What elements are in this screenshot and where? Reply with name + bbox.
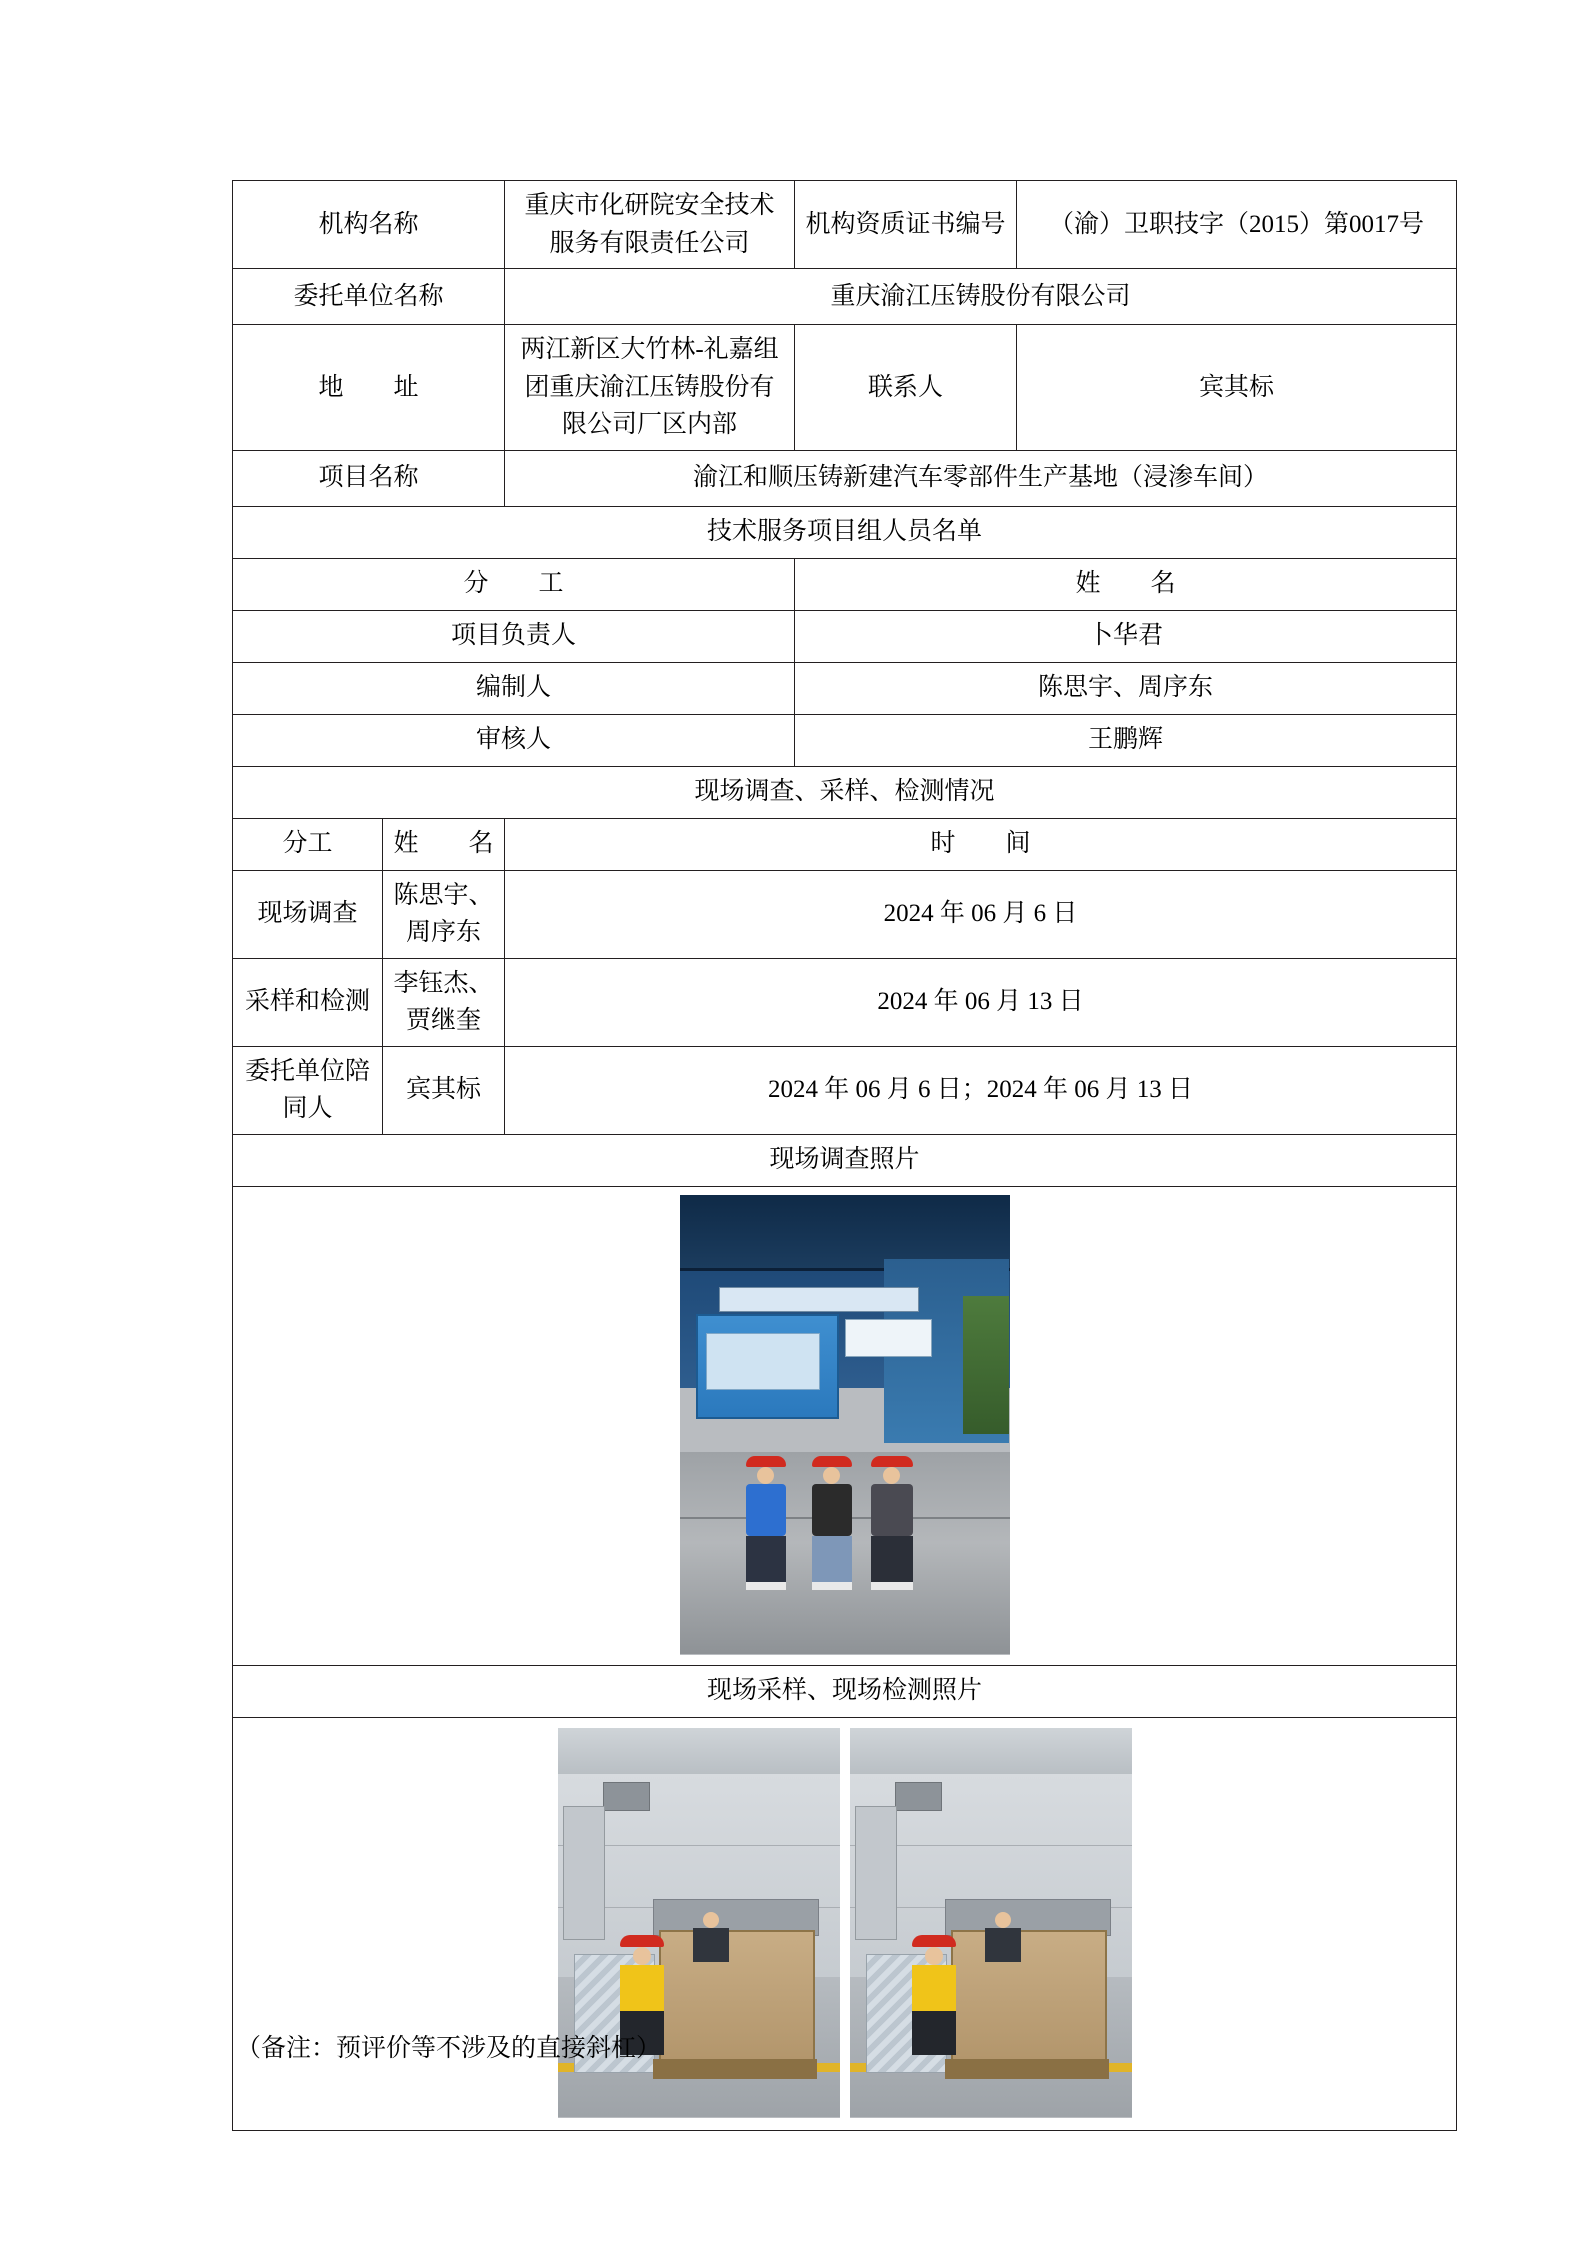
survey-header-role: 分工 <box>233 818 383 870</box>
client-value: 重庆渝江压铸股份有限公司 <box>505 269 1457 325</box>
team-name: 陈思宇、周序东 <box>795 662 1457 714</box>
survey-time: 2024 年 06 月 6 日 <box>505 870 1457 958</box>
table-row-survey <box>233 1046 1457 1134</box>
survey-title: 现场调查、采样、检测情况 <box>233 766 1457 818</box>
table-row-photo-survey-title <box>233 1134 1457 1186</box>
table-row-survey <box>233 958 1457 1046</box>
project-value: 渝江和顺压铸新建汽车零部件生产基地（浸渗车间） <box>505 450 1457 506</box>
survey-name: 宾其标 <box>383 1046 505 1134</box>
contact-label: 联系人 <box>795 325 1017 451</box>
table-row-team <box>233 610 1457 662</box>
person-figure <box>812 1456 852 1590</box>
team-name: 王鹏辉 <box>795 714 1457 766</box>
cert-no-label: 机构资质证书编号 <box>795 181 1017 269</box>
team-header-role: 分 工 <box>233 558 795 610</box>
contact-value: 宾其标 <box>1017 325 1457 451</box>
client-label: 委托单位名称 <box>233 269 505 325</box>
survey-time: 2024 年 06 月 13 日 <box>505 958 1457 1046</box>
photo-survey-title: 现场调查照片 <box>233 1134 1457 1186</box>
survey-role: 现场调查 <box>233 870 383 958</box>
worker-figure <box>912 1935 956 2055</box>
table-row-org <box>233 181 1457 269</box>
table-row-address <box>233 325 1457 451</box>
site-sampling-photo-2 <box>850 1728 1132 2118</box>
table-row-photo-sampling <box>233 1717 1457 2130</box>
survey-name: 陈思宇、周序东 <box>383 870 505 958</box>
survey-name: 李钰杰、贾继奎 <box>383 958 505 1046</box>
document-note: （备注：预评价等不涉及的直接斜杠） <box>236 2035 662 2062</box>
survey-header-name: 姓 名 <box>383 818 505 870</box>
org-name-value: 重庆市化研院安全技术服务有限责任公司 <box>505 181 795 269</box>
team-role: 项目负责人 <box>233 610 795 662</box>
project-label: 项目名称 <box>233 450 505 506</box>
team-name: 卜华君 <box>795 610 1457 662</box>
cert-no-value: （渝）卫职技字（2015）第0017号 <box>1017 181 1457 269</box>
team-role: 编制人 <box>233 662 795 714</box>
table-row-survey-title <box>233 766 1457 818</box>
table-row-team <box>233 662 1457 714</box>
site-survey-photo <box>680 1195 1010 1655</box>
table-row-client <box>233 269 1457 325</box>
table-row-survey <box>233 870 1457 958</box>
person-figure <box>871 1456 913 1590</box>
survey-time: 2024 年 06 月 6 日；2024 年 06 月 13 日 <box>505 1046 1457 1134</box>
person-figure <box>985 1912 1021 1962</box>
survey-header-time: 时 间 <box>505 818 1457 870</box>
address-value: 两江新区大竹林-礼嘉组团重庆渝江压铸股份有限公司厂区内部 <box>505 325 795 451</box>
address-label: 地 址 <box>233 325 505 451</box>
table-row-project <box>233 450 1457 506</box>
table-row-team-header <box>233 558 1457 610</box>
team-header-name: 姓 名 <box>795 558 1457 610</box>
table-row-photo-sampling-title <box>233 1665 1457 1717</box>
service-info-table <box>232 180 1457 2131</box>
table-row-team <box>233 714 1457 766</box>
survey-role: 采样和检测 <box>233 958 383 1046</box>
team-role: 审核人 <box>233 714 795 766</box>
photo-sampling-cell <box>233 1717 1457 2130</box>
person-figure <box>693 1912 729 1962</box>
photo-sampling-title: 现场采样、现场检测照片 <box>233 1665 1457 1717</box>
survey-role: 委托单位陪同人 <box>233 1046 383 1134</box>
org-name-label: 机构名称 <box>233 181 505 269</box>
photo-survey-cell <box>233 1186 1457 1665</box>
person-figure <box>746 1456 786 1590</box>
table-row-survey-header <box>233 818 1457 870</box>
table-row-team-title <box>233 506 1457 558</box>
team-title: 技术服务项目组人员名单 <box>233 506 1457 558</box>
table-row-photo-survey <box>233 1186 1457 1665</box>
